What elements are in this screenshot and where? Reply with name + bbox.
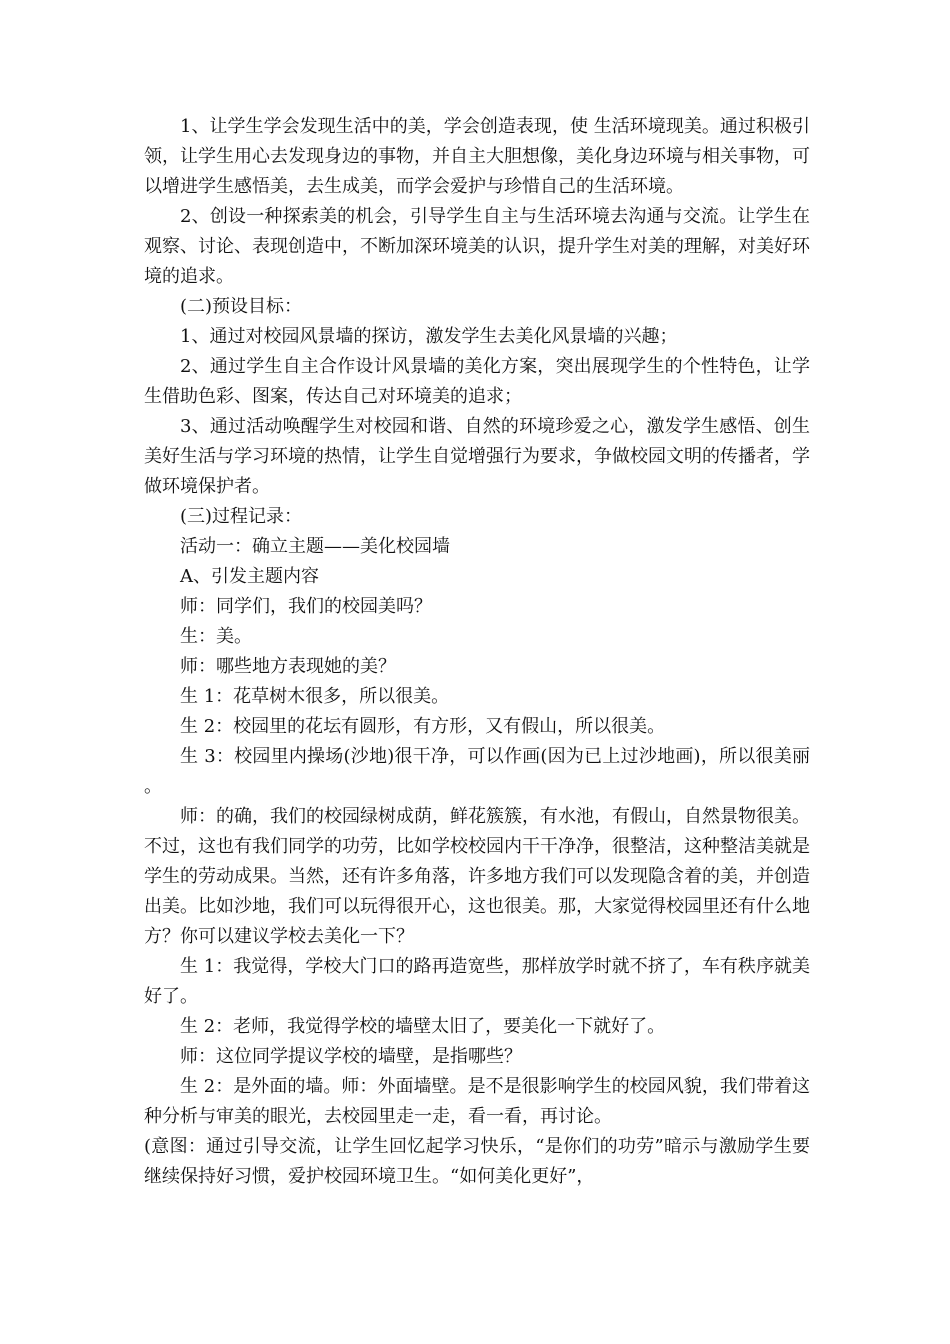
dialogue-line: 生 2：是外面的墙。师：外面墙壁。是不是很影响学生的校园风貌，我们带着这种分析与审美的眼光，去校园里走一走，看一看，再讨论。	[144, 1076, 810, 1127]
dialogue-line: 生 2：老师，我觉得学校的墙壁太旧了，要美化一下就好了。	[180, 1016, 666, 1037]
paragraph-preset-goal-1: 1、通过对校园风景墙的探访，激发学生去美化风景墙的兴趣；	[180, 326, 678, 347]
dialogue-line: 师：这位同学提议学校的墙壁，是指哪些？	[180, 1046, 522, 1067]
dialogue-line: 生：美。	[180, 626, 252, 647]
dialogue-line: 生 2：校园里的花坛有圆形，有方形，又有假山，所以很美。	[180, 716, 666, 737]
paragraph-goal-1: 1、让学生学会发现生活中的美，学会创造表现，使 生活环境现美。通过积极引领，让学生用心去发现身边的事物，并自主大胆想像，美化身边环境与相关事物，可以增进学生感悟美，去生成美，而学会爱护与珍惜自己的生活环境。	[144, 116, 810, 197]
dialogue-line: 师：的确，我们的校园绿树成荫，鲜花簇簇，有水池，有假山，自然景物很美。不过，这也有我们同学的功劳，比如学校校园内干干净净，很整洁，这种整洁美就是学生的劳动成果。当然，还有许多角落，许多地方我们可以发现隐含着的美，并创造出美。比如沙地，我们可以玩得很开心，这也很美。那，大家觉得校园里还有什么地方？你可以建议学校去美化一下？	[144, 806, 810, 947]
section-heading-preset-goals: (二)预设目标：	[180, 296, 303, 317]
section-heading-process-record: (三)过程记录：	[180, 506, 303, 527]
subsection-heading: A、引发主题内容	[180, 566, 319, 587]
dialogue-line: 生 3：校园里内操场(沙地)很干净，可以作画(因为已上过沙地画)，所以很美丽。	[144, 746, 810, 797]
dialogue-line: 生 1：花草树木很多，所以很美。	[180, 686, 450, 707]
paragraph-preset-goal-2: 2、通过学生自主合作设计风景墙的美化方案，突出展现学生的个性特色，让学生借助色彩、图案，传达自己对环境美的追求；	[144, 356, 810, 407]
paragraph-preset-goal-3: 3、通过活动唤醒学生对校园和谐、自然的环境珍爱之心，激发学生感悟、创生美好生活与学习环境的热情，让学生自觉增强行为要求，争做校园文明的传播者，学做环境保护者。	[144, 416, 810, 497]
dialogue-line: 师：哪些地方表现她的美？	[180, 656, 396, 677]
dialogue-line: 生 1：我觉得，学校大门口的路再造宽些，那样放学时就不挤了，车有秩序就美好了。	[144, 956, 810, 1007]
dialogue-line: 师：同学们，我们的校园美吗？	[180, 596, 432, 617]
activity-heading: 活动一：确立主题——美化校园墙	[180, 536, 450, 557]
paragraph-goal-2: 2、创设一种探索美的机会，引导学生自主与生活环境去沟通与交流。让学生在观察、讨论、表现创造中，不断加深环境美的认识，提升学生对美的理解，对美好环境的追求。	[144, 206, 810, 287]
intent-note: (意图：通过引导交流，让学生回忆起学习快乐，“是你们的功劳”暗示与激励学生要继续保持好习惯，爱护校园环境卫生。“如何美化更好”，	[144, 1136, 810, 1187]
document-body	[144, 112, 810, 1192]
